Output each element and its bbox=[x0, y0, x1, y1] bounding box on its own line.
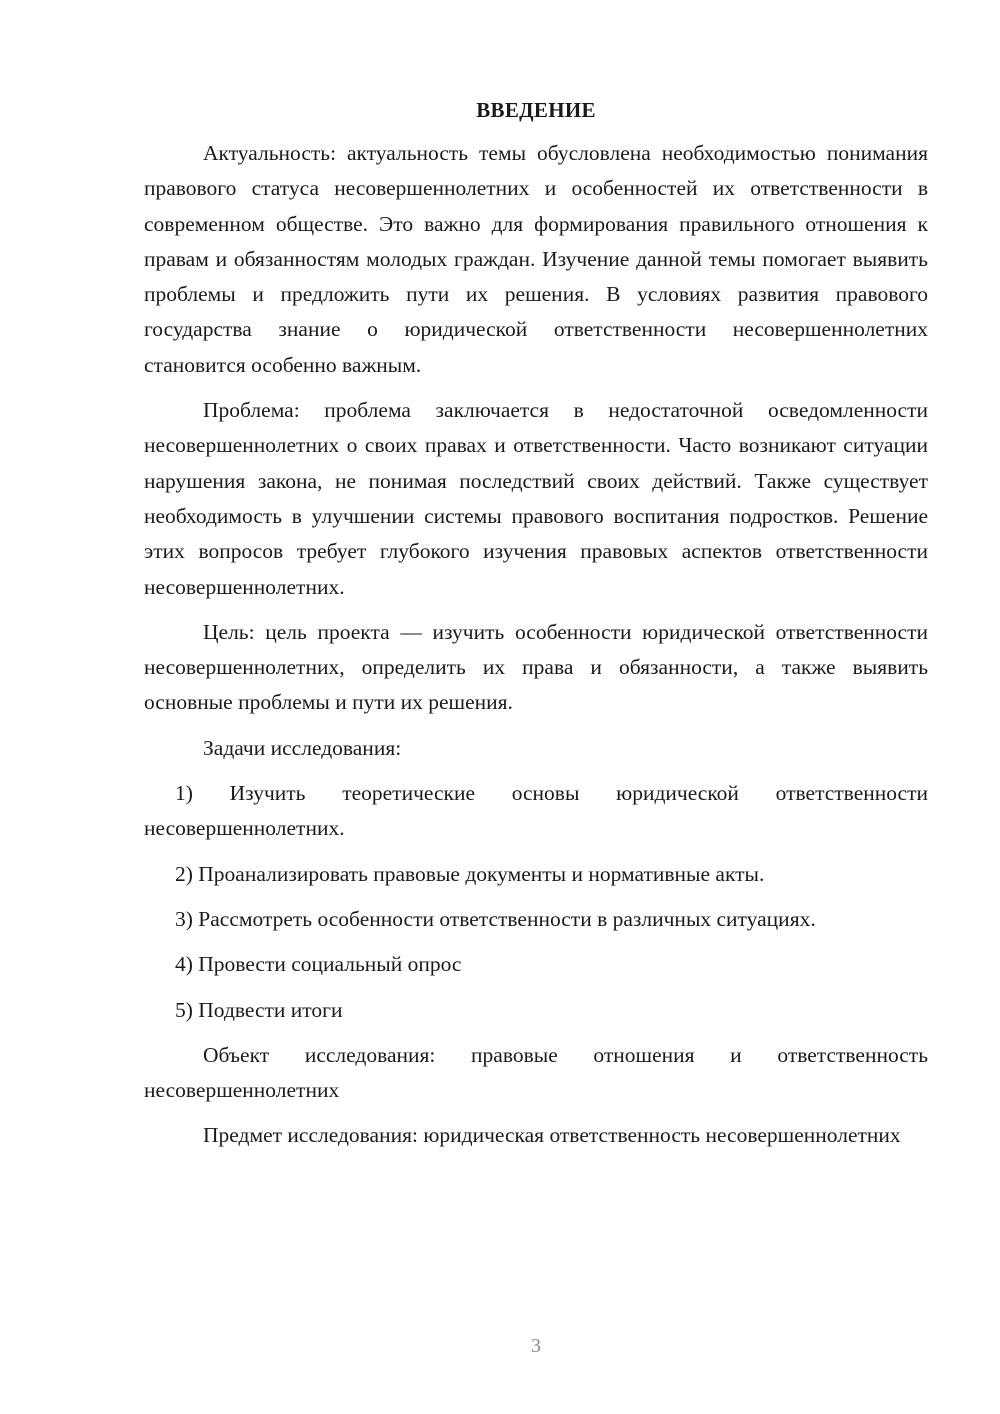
paragraph-relevance: Актуальность: актуальность темы обусловлена необходимостью понимания правового статуса несовершеннолетних и особенностей их ответственности в современном обществе. Это важно для формирования правильного отношения к правам и обязанностям молодых граждан. Изучение данной темы помогает выявить проблемы и предложить пути их решения. В условиях развития правового государства знание о юридической ответственности несовершеннолетних становится особенно важным. bbox=[144, 141, 928, 377]
document-page bbox=[144, 96, 928, 1164]
list-item: 1) Изучить теоретические основы юридической ответственности несовершеннолетних. bbox=[144, 781, 928, 841]
paragraph-goal: Цель: цель проекта — изучить особенности юридической ответственности несовершеннолетних, определить их права и обязанности, а также выявить основные проблемы и пути их решения. bbox=[144, 619, 928, 715]
paragraph-problem: Проблема: проблема заключается в недостаточной осведомленности несовершеннолетних о своих правах и ответственности. Часто возникают ситуации нарушения закона, не понимая последствий своих действий. Также существует необходимость в улучшении системы правового воспитания подростков. Решение этих вопросов требует глубокого изучения правовых аспектов ответственности несовершеннолетних. bbox=[144, 398, 928, 599]
list-item: 5) Подвести итоги bbox=[175, 997, 343, 1022]
list-item: 4) Провести социальный опрос bbox=[175, 952, 462, 977]
list-item: 2) Проанализировать правовые документы и нормативные акты. bbox=[175, 861, 765, 886]
tasks-heading: Задачи исследования: bbox=[203, 735, 402, 760]
paragraph-subject: Предмет исследования: юридическая ответственность несовершеннолетних bbox=[203, 1123, 901, 1148]
list-item: 3) Рассмотреть особенности ответственности в различных ситуациях. bbox=[175, 906, 816, 931]
page-number: 3 bbox=[531, 1335, 541, 1357]
paragraph-object: Объект исследования: правовые отношения и ответственность несовершеннолетних bbox=[144, 1042, 928, 1103]
page-title: ВВЕДЕНИЕ bbox=[476, 98, 596, 122]
